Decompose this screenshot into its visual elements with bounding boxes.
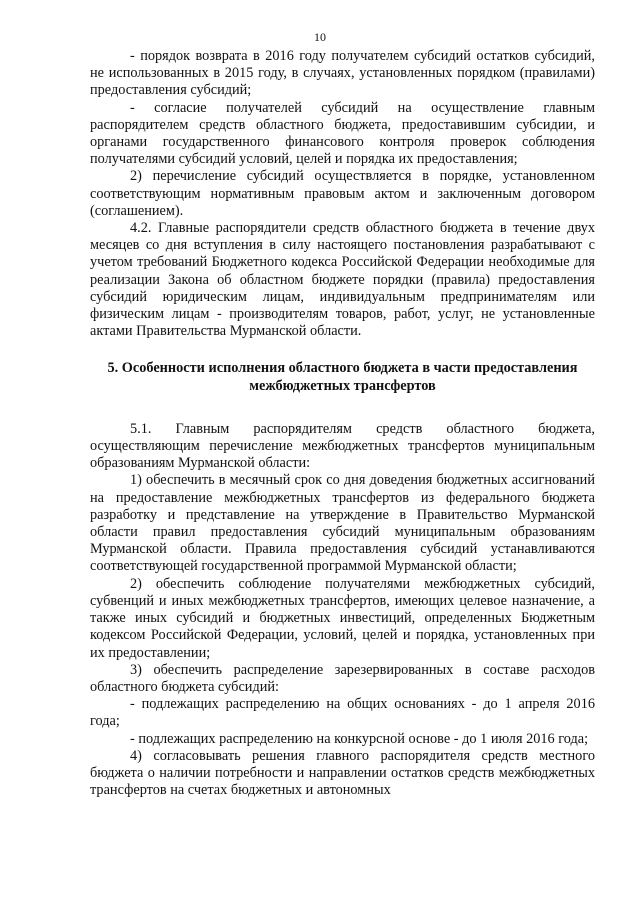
paragraph: - порядок возврата в 2016 году получателем субсидий остатков субсидий, не использованных в 2015 году, в случаях, установленных порядком (правилами) предоставления субсидий; [90,48,595,99]
section-heading-line: межбюджетных трансфертов [249,377,436,394]
page-number: 10 [314,30,326,44]
paragraph: 2) обеспечить соблюдение получателями межбюджетных субсидий, субвенций и иных межбюджетных трансфертов, имеющих целевое назначение, а также иных субсидий и бюджетных инвестиций, определенных Бюджетным кодексом Российской Федерации, условий, целей и порядка, установленных при их предоставлении; [90,575,595,661]
document-body [90,48,595,799]
paragraph: - подлежащих распределению на общих основаниях - до 1 апреля 2016 года; [90,696,595,730]
paragraph: 2) перечисление субсидий осуществляется в порядке, установленном соответствующим нормативным правовым актом и заключенным договором (соглашением). [90,168,595,219]
paragraph: 5.1. Главным распорядителям средств областного бюджета, осуществляющим перечисление межбюджетных трансфертов муниципальным образованиям Мурманской области: [90,420,595,472]
paragraph: 4.2. Главные распорядители средств областного бюджета в течение двух месяцев со дня вступления в силу настоящего постановления разрабатывают с учетом требований Бюджетного кодекса Российской Федерации необходимые для реализации Закона об областном бюджете порядки (правила) предоставления субсидий юридическим лицам, индивидуальным предпринимателям или физическим лицам - производителям товаров, работ, услуг, не установленные актами Правительства Мурманской области. [90,220,595,340]
paragraph: 3) обеспечить распределение зарезервированных в составе расходов областного бюджета субсидий: [90,661,595,695]
paragraph: 1) обеспечить в месячный срок со дня доведения бюджетных ассигнований на предоставление межбюджетных трансфертов из федерального бюджета разработку и представление на утверждение в Правительство Мурманской области правил предоставления субсидий муниципальным образованиям Мурманской области. Правила предоставления субсидий устанавливаются соответствующей государственной программой Мурманской области; [90,472,595,575]
section-heading-line: 5. Особенности исполнения областного бюджета в части предоставления [107,360,578,377]
section-heading [90,360,595,394]
paragraph: 4) согласовывать решения главного распорядителя средств местного бюджета о наличии потребности и направлении остатков средств межбюджетных трансфертов на счетах бюджетных и автономных [90,747,595,799]
paragraph: - согласие получателей субсидий на осуществление главным распорядителем средств областного бюджета, предоставившим субсидии, и органами государственного финансового контроля проверок соблюдения получателями субсидий условий, целей и порядка их предоставления; [90,99,595,168]
paragraph: - подлежащих распределению на конкурсной основе - до 1 июля 2016 года; [130,730,589,747]
